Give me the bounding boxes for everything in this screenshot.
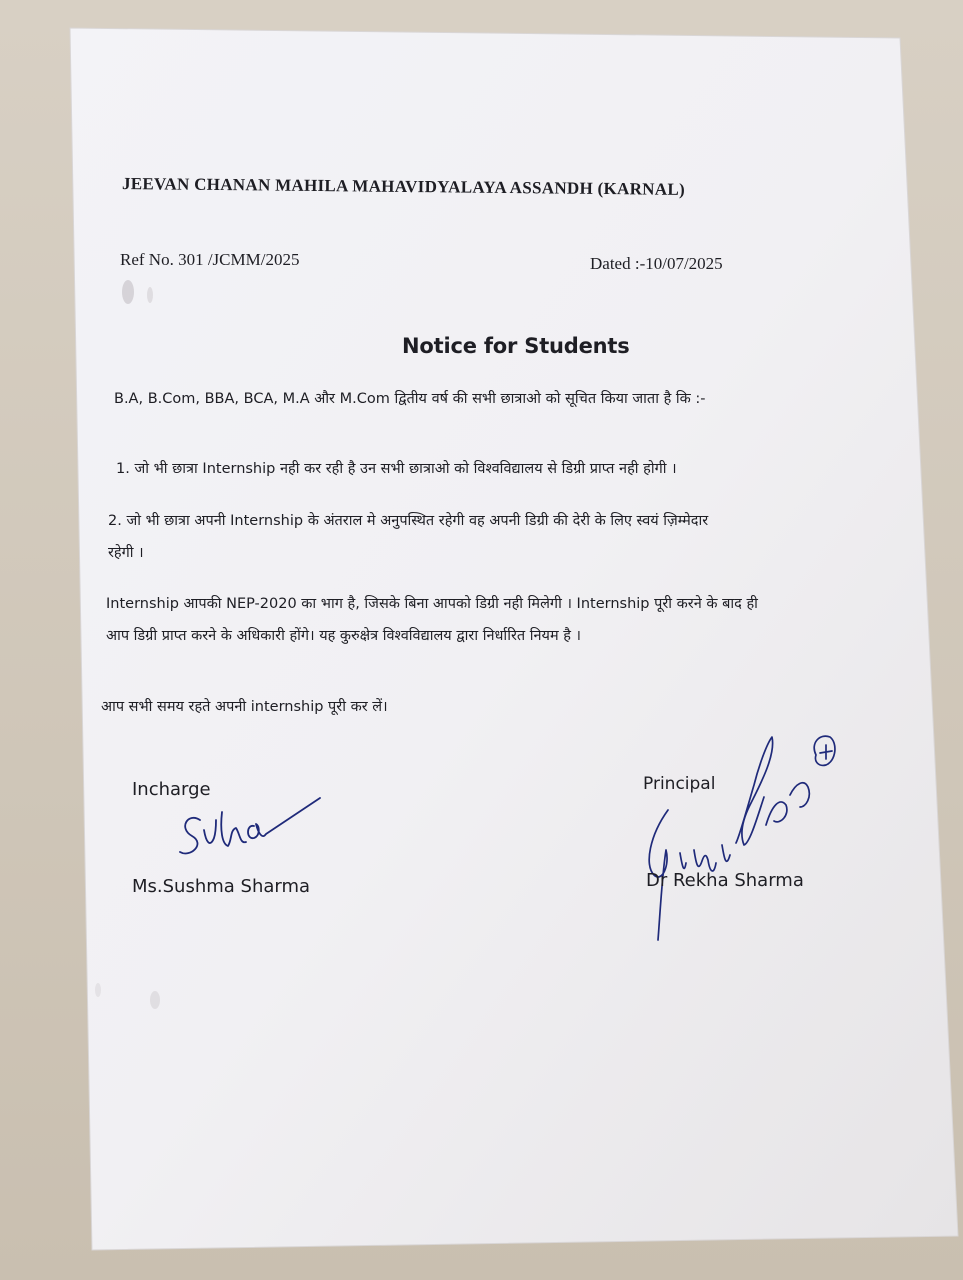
notice-point-2-line-2: रहेगी । [108,545,144,561]
notice-paragraph-line-1: Internship आपकी NEP-2020 का भाग है, जिसके बिना आपको डिग्री नही मिलेगी । Internship पूरी करने के बाद ही [106,596,758,612]
ref-number: Ref No. 301 /JCMM/2025 [120,250,300,269]
notice-point-1: 1. जो भी छात्रा Internship नही कर रही है उन सभी छात्राओ को विश्वविद्यालय से डिग्री प्राप्त नही होगी । [116,461,677,477]
notice-closing: आप सभी समय रहते अपनी internship पूरी कर लें। [101,699,388,715]
incharge-label: Incharge [132,779,211,800]
notice-point-2-line-1: 2. जो भी छात्रा अपनी Internship के अंतराल मे अनुपस्थित रहेगी वह अपनी डिग्री की देरी के लिए स्वयं ज़िम्मेदार [108,513,709,529]
notice-title: Notice for Students [402,334,630,358]
principal-name: Dr Rekha Sharma [646,870,804,891]
notice-paragraph-line-2: आप डिग्री प्राप्त करने के अधिकारी होंगे। यह कुरुक्षेत्र विश्वविद्यालय द्वारा निर्धारित नियम है । [106,628,582,644]
notice-date: Dated :-10/07/2025 [590,254,723,273]
incharge-name: Ms.Sushma Sharma [132,876,311,897]
principal-signature [640,725,850,950]
incharge-signature [170,790,330,870]
college-name: JEEVAN CHANAN MAHILA MAHAVIDYALAYA ASSANDH (KARNAL) [121,174,686,199]
principal-label: Principal [643,774,716,794]
notice-intro: B.A, B.Com, BBA, BCA, M.A और M.Com द्वितीय वर्ष की सभी छात्राओ को सूचित किया जाता है कि :- [114,391,706,407]
